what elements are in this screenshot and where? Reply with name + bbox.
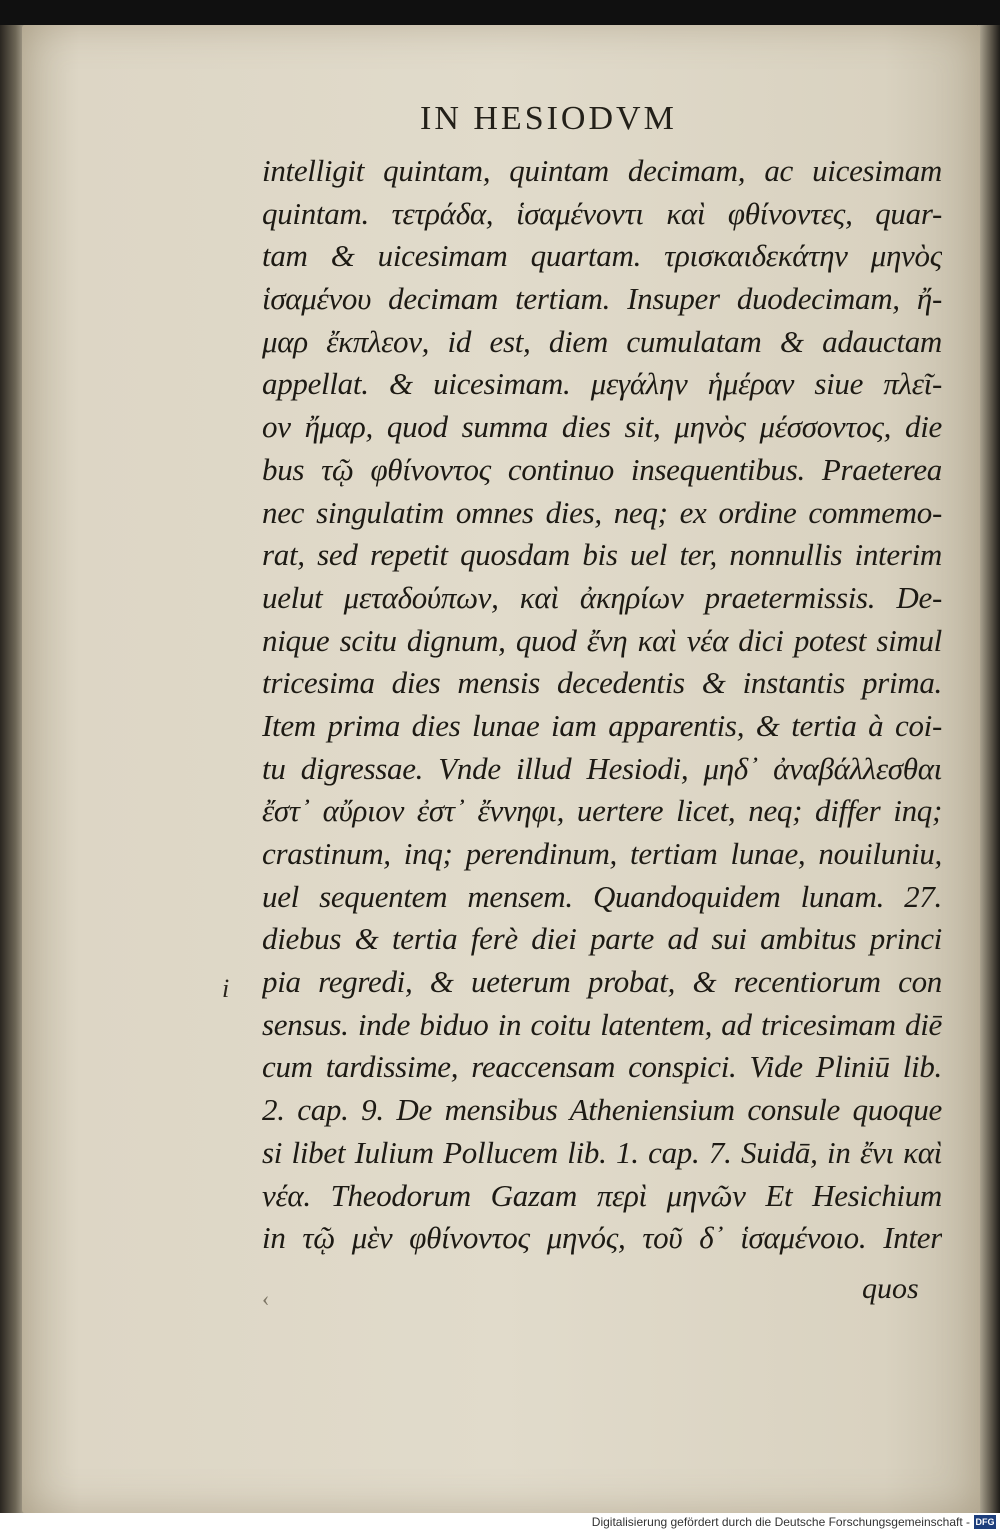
text-line: crastinum, inq; perendinum, tertiam lunae, nouiluniu, xyxy=(262,836,942,871)
text-line: ἱσαμένου decimam tertiam. Insuper duodecimam, ἤ- xyxy=(262,281,942,317)
text-line: rat, sed repetit quosdam bis uel ter, nonnullis interim xyxy=(262,537,942,573)
text-line: μαρ ἔκπλεον, id est, diem cumulatam & adauctam xyxy=(262,323,942,359)
text-line: pia regredi, & ueterum probat, & recentiorum con xyxy=(262,964,942,1000)
body-text xyxy=(262,150,942,1260)
text-line: 2. cap. 9. De mensibus Atheniensium consule quoque xyxy=(262,1092,942,1128)
text-line: sensus. inde biduo in coitu latentem, ad tricesimam diē xyxy=(262,1006,942,1042)
footer-credit: Digitalisierung gefördert durch die Deutsche Forschungsgemeinschaft - xyxy=(591,1515,970,1529)
text-line: quintam. τετράδα, ἱσαμένοντι καὶ φθίνοντες, quar- xyxy=(262,195,942,231)
text-line: appellat. & uicesimam. μεγάλην ἡμέραν siue πλεῖ- xyxy=(262,366,942,402)
text-line: tricesima dies mensis decedentis & instantis prima. xyxy=(262,665,942,701)
binding-edge-right xyxy=(978,25,1000,1513)
text-line: tam & uicesimam quartam. τρισκαιδεκάτην μηνὸς xyxy=(262,238,942,274)
text-line: diebus & tertia ferè diei parte ad sui ambitus princi xyxy=(262,921,942,957)
text-line: intelligit quintam, quintam decimam, ac uicesimam xyxy=(262,153,942,188)
dfg-logo-icon[interactable]: DFG xyxy=(975,1517,995,1527)
stray-mark: ‹ xyxy=(262,1286,270,1311)
catchword: quos xyxy=(862,1272,919,1305)
text-line: tu digressae. Vnde illud Hesiodi, μηδ᾽ ἀναβάλλεσθαι xyxy=(262,750,942,786)
text-line: νέα. Theodorum Gazam περὶ μηνῶν Et Hesichium xyxy=(262,1177,942,1213)
margin-mark: i xyxy=(222,974,230,1003)
text-line: ἔστ᾽ αὔριον ἐστ᾽ ἔννηφι, uertere licet, neq; differ inq; xyxy=(262,793,942,829)
running-head: IN HESIODVM xyxy=(420,100,677,137)
text-line: uelut μεταδούπων, καὶ ἀκηρίων praetermissis. De- xyxy=(262,579,942,615)
text-line: in τῷ μὲν φθίνοντος μηνός, τοῦ δ᾽ ἱσαμένοιο. Inter xyxy=(262,1220,942,1256)
text-line: uel sequentem mensem. Quandoquidem lunam. 27. xyxy=(262,878,942,914)
text-line: nique scitu dignum, quod ἔνη καὶ νέα dici potest simul xyxy=(262,622,942,658)
text-line: bus τῷ φθίνοντος continuo insequentibus. Praeterea xyxy=(262,451,942,487)
text-line: ον ἤμαρ, quod summa dies sit, μηνὸς μέσσοντος, die xyxy=(262,409,942,445)
footer-bar xyxy=(0,1513,1000,1533)
text-line: si libet Iulium Pollucem lib. 1. cap. 7. Suidā, in ἔνι καὶ xyxy=(262,1134,942,1170)
text-line: cum tardissime, reaccensam conspici. Vide Pliniū lib. xyxy=(262,1049,942,1085)
text-line: nec singulatim omnes dies, neq; ex ordine commemo- xyxy=(262,494,942,530)
text-line: Item prima dies lunae iam apparentis, & tertia à coi- xyxy=(262,707,942,743)
